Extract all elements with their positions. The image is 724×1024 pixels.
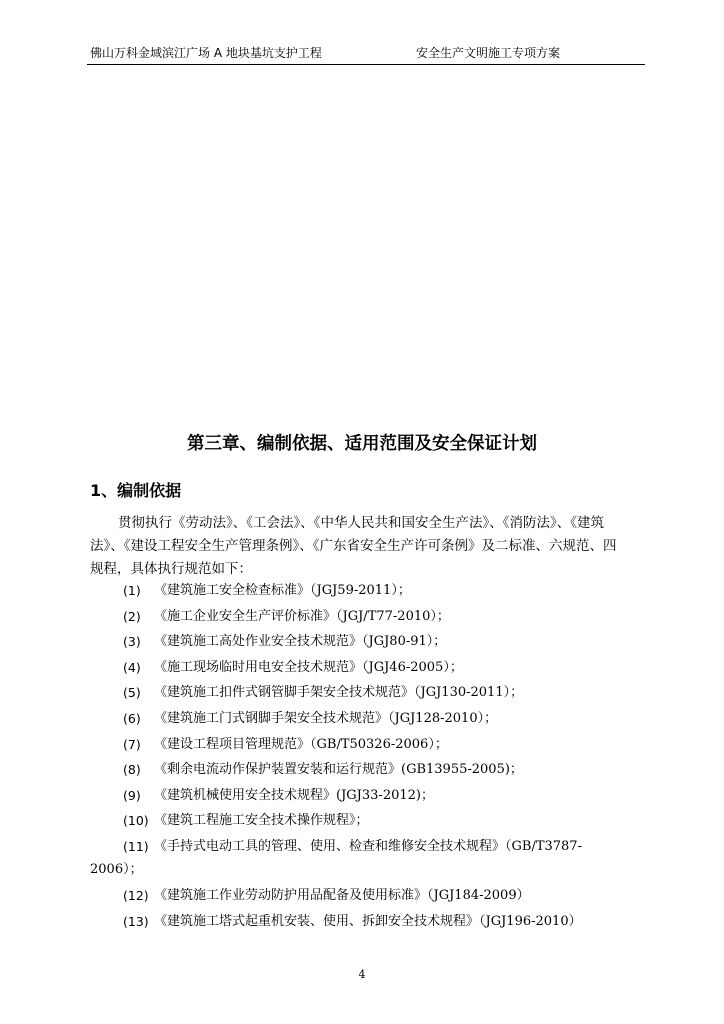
header-rule	[87, 64, 645, 65]
list-item-text: 《建筑施工高处作业安全技术规范》（JGJ80-91）；	[154, 634, 447, 650]
header-project-name: 佛山万科金域滨江广场 A 地块基坑支护工程	[90, 46, 322, 60]
page-header	[90, 45, 642, 63]
list-item-text: 《建设工程项目管理规范》（GB/T50326-2006）；	[154, 736, 448, 752]
list-item	[90, 883, 650, 909]
list-item	[90, 808, 650, 834]
list-item-text: 《建筑工程施工安全技术操作规程》；	[154, 813, 369, 829]
list-item-number: (8)	[123, 762, 141, 778]
list-item	[90, 706, 650, 732]
list-item	[90, 629, 650, 655]
list-item-number: (9)	[123, 787, 141, 803]
paragraph-line: 贯彻执行《劳动法》、《工会法》、《中华人民共和国安全生产法》、《消防法》、《建筑	[118, 515, 604, 531]
header-document-title: 安全生产文明施工专项方案	[416, 46, 561, 60]
list-item-number: (2)	[123, 608, 141, 624]
list-item-text: 《手持式电动工具的管理、使用、检查和维修安全技术规程》（GB/T3787-	[154, 838, 582, 854]
list-item-text: 《建筑施工门式钢脚手架安全技术规范》（JGJ128-2010）；	[154, 710, 498, 726]
list-item-number: (7)	[123, 736, 141, 752]
list-item-number: (13)	[123, 913, 149, 929]
list-item-number: (6)	[123, 710, 141, 726]
list-item	[90, 783, 650, 809]
page-number: 4	[358, 968, 366, 981]
list-item	[90, 578, 650, 604]
list-item-text: 《建筑施工作业劳动防护用品配备及使用标准》（JGJ184-2009）	[154, 887, 530, 903]
paragraph-line: 法》、《建设工程安全生产管理条例》、《广东省安全生产许可条例》及二标准、六规范、四	[90, 538, 617, 554]
list-item-text: 《建筑施工塔式起重机安装、使用、拆卸安全技术规程》（JGJ196-2010）	[154, 913, 582, 929]
paragraph-line: 规程，具体执行规范如下：	[90, 561, 252, 577]
chapter-title: 第三章、编制依据、适用范围及安全保证计划	[187, 434, 537, 454]
list-item	[90, 732, 650, 758]
list-item	[90, 757, 650, 783]
list-item-number: (11)	[123, 838, 149, 854]
standards-list	[90, 578, 650, 934]
list-item	[90, 909, 650, 935]
list-item-number: (5)	[123, 685, 141, 701]
list-item-text: 《剩余电流动作保护装置安装和运行规范》(GB13955-2005)；	[154, 762, 523, 778]
list-item-number: (10)	[123, 813, 149, 829]
list-item	[90, 655, 650, 681]
list-item	[90, 680, 650, 706]
list-item-number: (4)	[123, 659, 141, 675]
list-item-number: (3)	[123, 634, 141, 650]
list-item-text: 《建筑机械使用安全技术规程》(JGJ33-2012)；	[154, 787, 434, 803]
section-title: 1、编制依据	[90, 481, 182, 500]
list-item-text: 《建筑施工安全检查标准》（JGJ59-2011）；	[154, 583, 411, 598]
list-item-text: 《施工现场临时用电安全技术规范》（JGJ46-2005）；	[154, 659, 463, 675]
list-item	[90, 604, 650, 630]
basis-paragraph	[90, 512, 642, 581]
list-item-number: (1)	[123, 583, 141, 598]
list-item-number: (12)	[123, 887, 149, 903]
list-item-text: 《建筑施工扣件式钢管脚手架安全技术规范》（JGJ130-2011）；	[154, 685, 524, 701]
list-item	[90, 834, 650, 883]
list-item-text: 《施工企业安全生产评价标准》（JGJ/T77-2010）；	[154, 608, 450, 624]
list-item-continuation: 2006）；	[90, 861, 143, 877]
